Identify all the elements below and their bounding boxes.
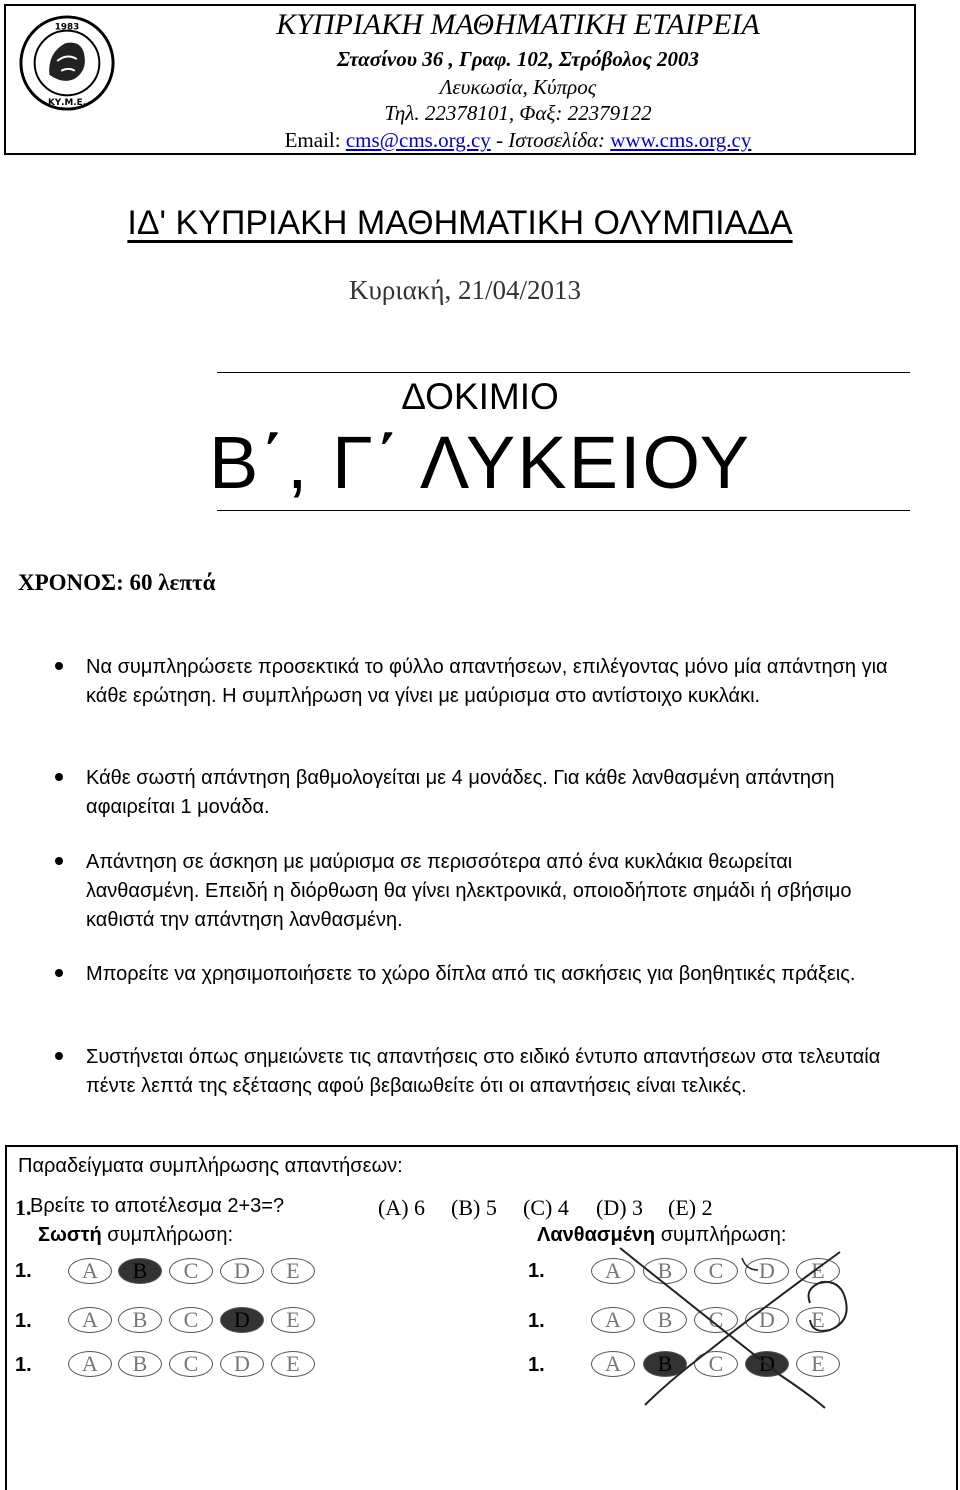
society-logo-icon (18, 14, 116, 112)
wrong-label-bold: Λανθασμένη (537, 1224, 656, 1246)
bubble-e: E (271, 1351, 315, 1377)
example-question-text: Βρείτε το αποτέλεσμα 2+3=? (30, 1195, 285, 1217)
instruction-item: Συστήνεται όπως σημειώνετε τις απαντήσεις στο ειδικό έντυπο απαντήσεων στα τελευταία πέντε λεπτά της εξέτασης αφού βεβαιωθείτε ότι οι απαντήσεις είναι τελικές. (86, 1046, 881, 1097)
correct-row-1-number: 1. (15, 1260, 32, 1282)
bullet-icon (55, 773, 63, 781)
bubble-d: D (745, 1258, 789, 1284)
bubble-c: C (694, 1258, 738, 1284)
bubble-e: E (796, 1258, 840, 1284)
divider-bottom (217, 510, 910, 511)
website-link[interactable]: www.cms.org.cy (610, 128, 752, 152)
svg-text:ΚΥ.Μ.Ε.: ΚΥ.Μ.Ε. (47, 98, 87, 109)
bubble-c: C (169, 1258, 213, 1284)
bubble-d-filled: D (745, 1351, 789, 1377)
example-option-b: (B) 5 (451, 1195, 497, 1220)
bubble-a: A (591, 1307, 635, 1333)
correct-fill-label (38, 1224, 233, 1247)
example-title: Παραδείγματα συμπλήρωσης απαντήσεων: (18, 1155, 403, 1177)
wrong-label-rest: συμπλήρωση: (655, 1224, 787, 1246)
bubble-b-filled: B (118, 1258, 162, 1284)
instruction-item: Να συμπληρώσετε προσεκτικά το φύλλο απαντήσεων, επιλέγοντας μόνο μία απάντηση για κάθε ερώτηση. Η συμπλήρωση να γίνει με μαύρισμα στο αντίστοιχο κυκλάκι. (86, 656, 888, 707)
bubble-c: C (694, 1307, 738, 1333)
bubble-d: D (220, 1258, 264, 1284)
correct-label-bold: Σωστή (38, 1224, 102, 1246)
example-option-a: (A) 6 (378, 1195, 426, 1220)
bubble-e: E (796, 1307, 840, 1333)
example-question-number: 1. (15, 1195, 32, 1220)
exam-date: Κυριακή, 21/04/2013 (349, 275, 581, 305)
bubble-d-filled: D (220, 1307, 264, 1333)
bubble-d: D (745, 1307, 789, 1333)
bubble-a: A (68, 1258, 112, 1284)
org-address: Στασίνου 36 , Γραφ. 102, Στρόβολος 2003 (337, 47, 699, 71)
test-label: ΔΟΚΙΜΙΟ (401, 376, 559, 417)
example-option-e: (E) 2 (668, 1195, 713, 1220)
bubble-c: C (169, 1351, 213, 1377)
bubble-c: C (169, 1307, 213, 1333)
bullet-icon (55, 857, 63, 865)
divider-top (217, 372, 910, 373)
org-name: ΚΥΠΡΙΑΚΗ ΜΑΘΗΜΑΤΙΚΗ ΕΤΑΙΡΕΙΑ (276, 8, 760, 41)
time-limit: ΧΡΟΝΟΣ: 60 λεπτά (18, 570, 216, 595)
wrong-row-3-number: 1. (528, 1354, 545, 1376)
bubble-b: B (643, 1258, 687, 1284)
email-link[interactable]: cms@cms.org.cy (345, 128, 491, 152)
bubble-a: A (591, 1351, 635, 1377)
bullet-icon (55, 1052, 63, 1060)
example-option-c: (C) 4 (523, 1195, 569, 1220)
org-city: Λευκωσία, Κύπρος (439, 75, 597, 99)
bubble-c: C (694, 1351, 738, 1377)
bubble-a: A (68, 1351, 112, 1377)
bubble-e: E (271, 1307, 315, 1333)
grade-label: Β΄, Γ΄ ΛΥΚΕΙΟΥ (208, 421, 752, 504)
email-label: Email: (284, 128, 346, 152)
instruction-item: Απάντηση σε άσκηση με μαύρισμα σε περισσότερα από ένα κυκλάκια θεωρείται λανθασμένη. Επειδή η διόρθωση θα γίνει ηλεκτρονικά, οποιοδήποτε σημάδι ή σβήσιμο καθιστά την απάντηση λανθασμένη. (86, 851, 852, 931)
bubble-b-filled: B (643, 1351, 687, 1377)
bullet-icon (55, 662, 63, 670)
bubble-d: D (220, 1351, 264, 1377)
correct-row-3-number: 1. (15, 1354, 32, 1376)
bubble-b: B (118, 1307, 162, 1333)
bubble-a: A (68, 1307, 112, 1333)
wrong-row-2-number: 1. (528, 1310, 545, 1332)
org-contact (118, 128, 918, 153)
bubble-b: B (118, 1351, 162, 1377)
correct-row-2-number: 1. (15, 1310, 32, 1332)
example-option-d: (D) 3 (596, 1195, 644, 1220)
bubble-a: A (591, 1258, 635, 1284)
cross-out-icon (560, 1240, 900, 1420)
bubble-b: B (643, 1307, 687, 1333)
bubble-e: E (796, 1351, 840, 1377)
svg-text:1983: 1983 (54, 22, 80, 33)
instruction-item: Μπορείτε να χρησιμοποιήσετε το χώρο δίπλα από τις ασκήσεις για βοηθητικές πράξεις. (86, 963, 856, 985)
olympiad-title: ΙΔ' ΚΥΠΡΙΑΚΗ ΜΑΘΗΜΑΤΙΚΗ ΟΛΥΜΠΙΑΔΑ (127, 204, 793, 242)
org-phone: Τηλ. 22378101, Φαξ: 22379122 (384, 101, 652, 125)
bubble-e: E (271, 1258, 315, 1284)
bullet-icon (55, 969, 63, 977)
instruction-item: Κάθε σωστή απάντηση βαθμολογείται με 4 μονάδες. Για κάθε λανθασμένη απάντηση αφαιρείται 1 μονάδα. (86, 767, 835, 818)
site-label: - Ιστοσελίδα: (490, 128, 611, 152)
wrong-row-1-number: 1. (528, 1260, 545, 1282)
correct-label-rest: συμπλήρωση: (101, 1224, 234, 1246)
